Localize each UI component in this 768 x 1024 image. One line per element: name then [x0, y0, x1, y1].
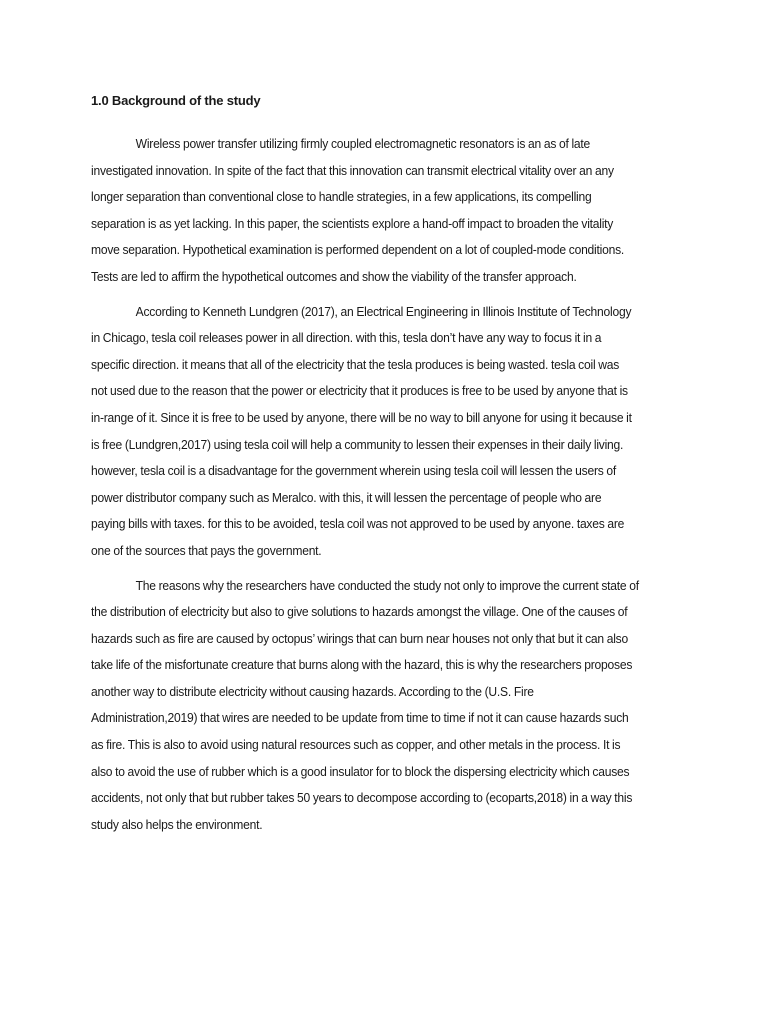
text-line: separation is as yet lacking. In this paper, the scientists explore a hand-off impact to broaden the vitality — [91, 215, 614, 231]
text-line: in-range of it. Since it is free to be used by anyone, there will be no way to bill anyone for using it because it — [91, 409, 632, 425]
paragraph-container — [91, 131, 679, 838]
text-line: in Chicago, tesla coil releases power in all direction. with this, tesla don’t have any way to focus it in a — [91, 330, 602, 346]
body-paragraph — [91, 131, 679, 291]
text-line: The reasons why the researchers have conducted the study not only to improve the current state of — [135, 577, 639, 593]
text-line: power distributor company such as Meralco. with this, it will lessen the percentage of people who are — [91, 489, 602, 505]
body-paragraph — [91, 573, 679, 839]
text-line: one of the sources that pays the government. — [91, 542, 322, 558]
text-line: According to Kenneth Lundgren (2017), an Electrical Engineering in Illinois Institute of Technology — [135, 303, 632, 319]
text-line: not used due to the reason that the power or electricity that it produces is free to be used by anyone that is — [91, 383, 628, 399]
text-line: investigated innovation. In spite of the fact that this innovation can transmit electrical vitality over an any — [91, 162, 614, 178]
document-body — [91, 91, 679, 846]
text-line: longer separation than conventional close to handle strategies, in a few applications, its compelling — [91, 189, 592, 205]
text-line: move separation. Hypothetical examination is performed dependent on a lot of coupled-mode conditions. — [91, 242, 625, 258]
body-paragraph — [91, 299, 679, 565]
text-line: take life of the misfortunate creature that burns along with the hazard, this is why the researchers proposes — [91, 657, 633, 673]
text-line: paying bills with taxes. for this to be avoided, tesla coil was not approved to be used by anyone. taxes are — [91, 516, 625, 532]
text-line: also to avoid the use of rubber which is a good insulator for to block the dispersing electricity which causes — [91, 763, 630, 779]
text-line: is free (Lundgren,2017) using tesla coil will help a community to lessen their expenses in their daily living. — [91, 436, 624, 452]
text-line: hazards such as fire are caused by octopus’ wirings that can burn near houses not only that but it can also — [91, 630, 628, 646]
text-line: another way to distribute electricity without causing hazards. According to the (U.S. Fire — [91, 683, 534, 699]
section-heading: 1.0 Background of the study — [91, 93, 261, 108]
text-line: Tests are led to affirm the hypothetical outcomes and show the viability of the transfer approach. — [91, 268, 577, 284]
text-line: Wireless power transfer utilizing firmly coupled electromagnetic resonators is an as of late — [135, 136, 591, 151]
text-line: however, tesla coil is a disadvantage for the government wherein using tesla coil will lessen the users of — [91, 463, 617, 479]
text-line: Administration,2019) that wires are needed to be update from time to time if not it can cause hazards such — [91, 710, 629, 726]
text-line: study also helps the environment. — [91, 816, 263, 832]
text-line: accidents, not only that but rubber takes 50 years to decompose according to (ecoparts,2018) in a way this — [91, 790, 633, 806]
text-line: specific direction. it means that all of the electricity that the tesla produces is being wasted. tesla coil was — [91, 356, 620, 372]
text-line: as fire. This is also to avoid using natural resources such as copper, and other metals in the process. It is — [91, 737, 621, 753]
text-line: the distribution of electricity but also to give solutions to hazards amongst the village. One of the causes of — [91, 604, 628, 620]
